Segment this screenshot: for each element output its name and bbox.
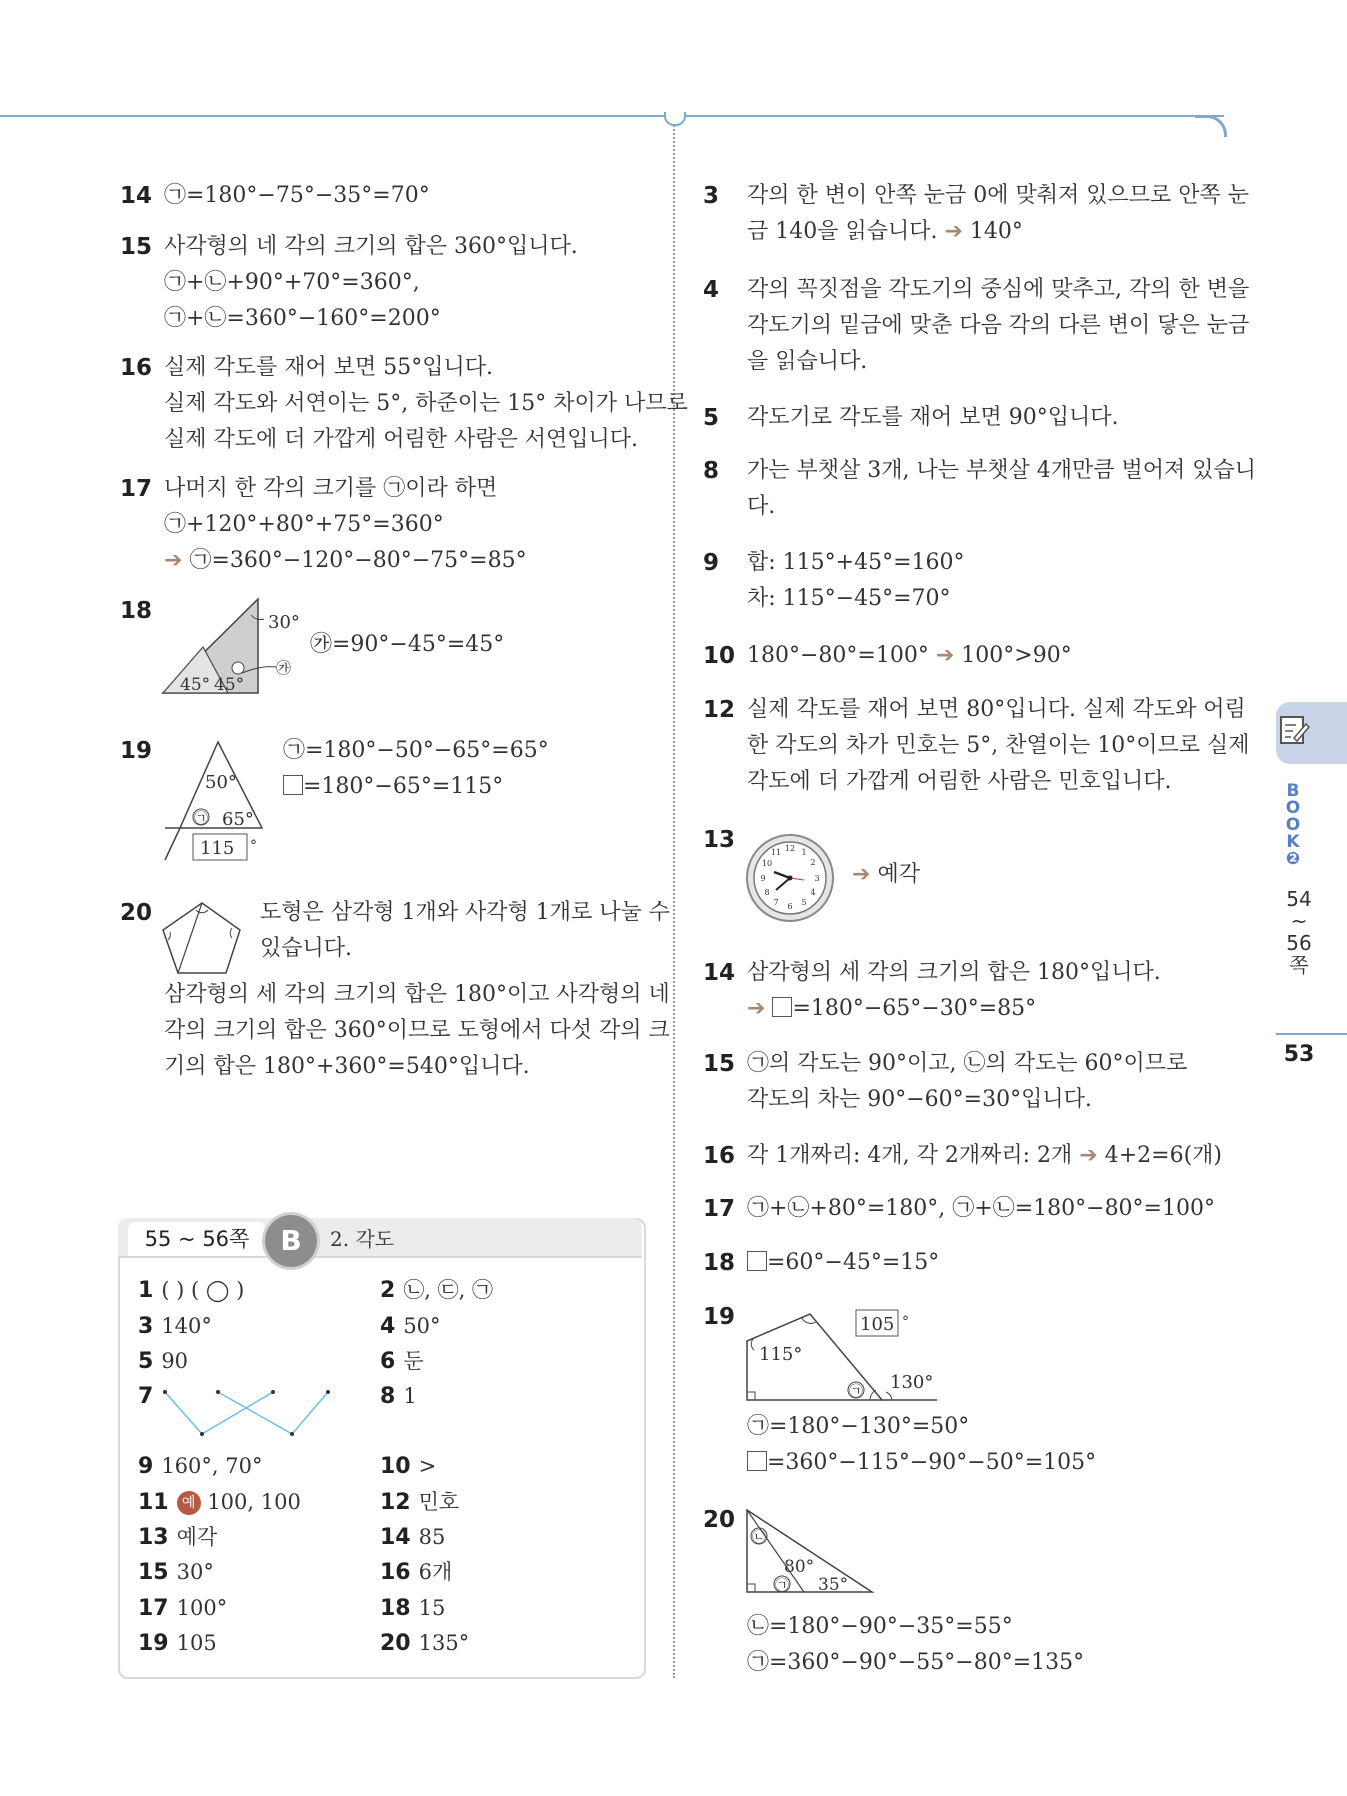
line: ㉠+120°+80°+75°=360° xyxy=(164,512,444,537)
right-q16 xyxy=(703,1138,1223,1174)
question-number: 3 xyxy=(703,183,720,209)
right-triangle-figure xyxy=(742,1506,877,1596)
line: ㉠=180°−75°−35°=70° xyxy=(164,183,430,208)
left-q14 xyxy=(120,178,430,214)
right-q15 xyxy=(703,1046,1188,1118)
line: 각도에 더 가깝게 어림한 사람은 민호입니다. xyxy=(747,769,1172,794)
pages-tab: 55 ~ 56쪽 xyxy=(128,1222,266,1256)
question-number: 9 xyxy=(703,550,720,576)
triangle-ruler-figure xyxy=(158,595,308,697)
right-q17 xyxy=(703,1191,1215,1227)
line: 각의 한 변이 안쪽 눈금 0에 맞춰져 있으므로 안쪽 눈 xyxy=(747,183,1249,208)
question-number: 18 xyxy=(703,1250,736,1276)
svg-text:4: 4 xyxy=(810,888,816,897)
question-number: 15 xyxy=(703,1051,736,1077)
question-number: 19 xyxy=(120,738,153,764)
clock-icon xyxy=(744,832,836,924)
q20-text xyxy=(164,977,670,1085)
label-giyeok: ㉠ xyxy=(775,1578,789,1594)
line: ㉠+㉡=360°−160°=200° xyxy=(164,306,441,331)
notebook-pencil-icon xyxy=(1276,702,1347,764)
header-rule-corner xyxy=(1195,115,1227,137)
line: =360°−115°−90°−50°=105° xyxy=(767,1450,1097,1475)
line: 사각형의 네 각의 크기의 합은 360°입니다. xyxy=(164,234,578,259)
line: 차: 115°−45°=70° xyxy=(747,586,951,611)
right-q12 xyxy=(703,692,1250,800)
line: ㉠=180°−130°=50° xyxy=(747,1414,970,1439)
question-number: 4 xyxy=(703,277,720,303)
question-number: 12 xyxy=(703,697,736,723)
line: ㉠+㉡+80°=180°, ㉠+㉡=180°−80°=100° xyxy=(747,1196,1215,1221)
answer-13: 13 예각 xyxy=(138,1525,218,1550)
question-number: 18 xyxy=(120,598,153,624)
result: 100°>90° xyxy=(961,643,1072,668)
question-number: 14 xyxy=(120,183,153,209)
blank-box-icon xyxy=(747,1251,767,1271)
label-deg: ° xyxy=(902,1314,909,1330)
label-50: 50° xyxy=(205,772,237,793)
q20-right-equations xyxy=(747,1609,1084,1681)
svg-text:11: 11 xyxy=(770,848,782,857)
answer-2: 2 ㉡, ㉢, ㉠ xyxy=(380,1278,494,1303)
line: 각의 꼭짓점을 각도기의 중심에 맞추고, 각의 한 변을 xyxy=(747,277,1250,302)
svg-text:9: 9 xyxy=(760,874,766,883)
q13-answer xyxy=(852,857,920,893)
question-number: 20 xyxy=(120,900,153,926)
arrow-icon: ➔ xyxy=(935,643,955,668)
line: 각도기로 각도를 재어 보면 90°입니다. xyxy=(747,405,1119,430)
line: 실제 각도에 더 가깝게 어림한 사람은 서연입니다. xyxy=(164,427,638,452)
answer-7-matching-lines xyxy=(160,1384,335,1440)
question-number: 8 xyxy=(703,458,720,484)
line: ㉮=90°−45°=45° xyxy=(310,632,505,657)
line: =60°−45°=15° xyxy=(767,1250,940,1275)
line: 실제 각도를 재어 보면 80°입니다. 실제 각도와 어림 xyxy=(747,697,1246,722)
label-deg: ° xyxy=(250,838,257,854)
label-115: 115 xyxy=(200,838,235,859)
side-tab xyxy=(1276,702,1347,764)
line: 각의 크기의 합은 360°이므로 도형에서 다섯 각의 크 xyxy=(164,1018,670,1043)
left-q15 xyxy=(120,229,578,337)
question-number: 13 xyxy=(703,827,736,853)
question-number: 20 xyxy=(703,1507,736,1533)
answer-17: 17 100° xyxy=(138,1596,228,1621)
svg-text:10: 10 xyxy=(761,859,773,868)
page-number: 53 xyxy=(1283,1042,1315,1067)
arrow-icon: ➔ xyxy=(852,862,871,887)
line: 합: 115°+45°=160° xyxy=(747,550,965,575)
question-number: 14 xyxy=(703,960,736,986)
question-number: 5 xyxy=(703,405,720,431)
answer-11: 11 예 100, 100 xyxy=(138,1490,301,1515)
line: 기의 합은 180°+360°=540°입니다. xyxy=(164,1054,530,1079)
line: 실제 각도와 서연이는 5°, 하준이는 15° 차이가 나므로 xyxy=(164,391,688,416)
label-45-a: 45° xyxy=(180,675,211,695)
label-45-b: 45° xyxy=(214,675,245,695)
question-number: 17 xyxy=(703,1196,736,1222)
label-giyeok: ㉠ xyxy=(194,811,208,827)
pentagon-figure xyxy=(160,900,245,976)
divider-notch xyxy=(664,112,686,126)
q19-equations xyxy=(283,733,549,805)
label-35: 35° xyxy=(818,1575,849,1595)
blank-box-icon xyxy=(772,997,792,1017)
answer-5: 5 90 xyxy=(138,1349,189,1374)
result: 4+2=6(개) xyxy=(1104,1143,1223,1168)
question-number: 16 xyxy=(120,355,153,381)
svg-text:2: 2 xyxy=(810,858,816,867)
answer-14: 14 85 xyxy=(380,1525,446,1550)
line: 삼각형의 세 각의 크기의 합은 180°입니다. xyxy=(747,960,1161,985)
line: 을 읽습니다. xyxy=(747,349,868,374)
line: 다. xyxy=(747,494,776,519)
answer-9: 9 160°, 70° xyxy=(138,1454,263,1479)
line: 각도기의 밑금에 맞춘 다음 각의 다른 변이 닿은 눈금 xyxy=(747,313,1250,338)
arrow-icon: ➔ xyxy=(1079,1143,1098,1168)
answer-18: 18 15 xyxy=(380,1596,446,1621)
answer-16: 16 6개 xyxy=(380,1560,453,1585)
answer-7: 7 xyxy=(138,1384,154,1409)
line: ㉠=180°−50°−65°=65° xyxy=(283,738,549,763)
result: 예각 xyxy=(877,862,920,887)
question-number: 16 xyxy=(703,1143,736,1169)
label-65: 65° xyxy=(222,809,254,830)
result: =180°−65°−30°=85° xyxy=(792,996,1037,1021)
right-q8 xyxy=(703,453,1256,525)
line: ㉠의 각도는 90°이고, ㉡의 각도는 60°이므로 xyxy=(747,1051,1188,1076)
side-rule xyxy=(1276,1033,1347,1035)
arrow-icon: ➔ xyxy=(164,548,183,573)
line: ㉠+㉡+90°+70°=360°, xyxy=(164,270,420,295)
line: 각도의 차는 90°−60°=30°입니다. xyxy=(747,1087,1092,1112)
section-b-badge: B xyxy=(265,1215,317,1267)
svg-text:7: 7 xyxy=(773,898,779,907)
line: ㉠=360°−90°−55°−80°=135° xyxy=(747,1650,1085,1675)
svg-text:6: 6 xyxy=(787,902,793,911)
answer-15: 15 30° xyxy=(138,1560,214,1585)
answer-12: 12 민호 xyxy=(380,1490,460,1515)
label-115: 115° xyxy=(759,1344,803,1365)
answer-20: 20 135° xyxy=(380,1631,470,1656)
answer-8: 8 1 xyxy=(380,1384,417,1409)
answer-6: 6 둔 xyxy=(380,1349,424,1374)
line: 도형은 삼각형 1개와 사각형 1개로 나눌 수 xyxy=(260,900,670,925)
q20-side-text xyxy=(260,895,670,967)
line: 삼각형의 세 각의 크기의 합은 180°이고 사각형의 네 xyxy=(164,982,670,1007)
label-ga: ㉮ xyxy=(276,659,292,677)
label-130: 130° xyxy=(890,1372,934,1393)
blank-box-icon xyxy=(747,1451,767,1471)
header-rule xyxy=(0,115,1224,117)
label-105: 105 xyxy=(860,1314,895,1335)
right-q18 xyxy=(703,1245,940,1281)
answer-4: 4 50° xyxy=(380,1314,441,1339)
line: 한 각도의 차가 민호는 5°, 찬열이는 10°이므로 실제 xyxy=(747,733,1250,758)
left-q16 xyxy=(120,350,688,458)
question-number: 10 xyxy=(703,643,736,669)
svg-text:12: 12 xyxy=(784,844,796,853)
line: 180°−80°=100° xyxy=(747,643,929,668)
svg-text:5: 5 xyxy=(801,898,807,907)
line: 있습니다. xyxy=(260,936,353,961)
line: 나머지 한 각의 크기를 ㉠이라 하면 xyxy=(164,476,498,501)
result: ㉠=360°−120°−80°−75°=85° xyxy=(189,548,527,573)
quadrilateral-figure xyxy=(742,1306,942,1406)
right-q4 xyxy=(703,272,1250,380)
svg-text:3: 3 xyxy=(814,874,820,883)
arrow-icon: ➔ xyxy=(944,219,963,244)
answer-1: 1 ( ) ( ◯ ) xyxy=(138,1278,245,1303)
label-80: 80° xyxy=(784,1557,815,1577)
q19-right-equations xyxy=(747,1409,1096,1481)
line: 가는 부챗살 3개, 나는 부챗살 4개만큼 벌어져 있습니 xyxy=(747,458,1256,483)
chapter-title: 2. 각도 xyxy=(330,1227,395,1251)
right-q14 xyxy=(703,955,1161,1027)
q18-equation xyxy=(310,627,504,663)
line: 각 1개짜리: 4개, 각 2개짜리: 2개 xyxy=(747,1143,1073,1168)
result: 140° xyxy=(969,219,1023,244)
arrow-icon: ➔ xyxy=(747,996,766,1021)
answer-10: 10 > xyxy=(380,1454,437,1479)
left-q17 xyxy=(120,471,527,579)
triangle-figure xyxy=(160,738,280,868)
right-q5 xyxy=(703,400,1119,436)
question-number: 19 xyxy=(703,1304,736,1330)
question-number: 15 xyxy=(120,234,153,260)
right-q10 xyxy=(703,638,1072,674)
svg-text:1: 1 xyxy=(801,848,807,857)
answer-19: 19 105 xyxy=(138,1631,217,1656)
answer-3: 3 140° xyxy=(138,1314,212,1339)
line: =180°−65°=115° xyxy=(303,774,504,799)
label-30: 30° xyxy=(268,612,300,633)
line: 실제 각도를 재어 보면 55°입니다. xyxy=(164,355,493,380)
line: 금 140을 읽습니다. xyxy=(747,219,938,244)
svg-text:8: 8 xyxy=(764,888,770,897)
right-q3 xyxy=(703,178,1249,250)
example-badge: 예 xyxy=(177,1491,201,1515)
blank-box-icon xyxy=(283,775,303,795)
right-q9 xyxy=(703,545,965,617)
label-giyeok: ㉠ xyxy=(849,1384,863,1400)
side-page-range: 54 ~ 56 쪽 xyxy=(1286,887,1312,977)
book-label: B O O K ❷ xyxy=(1285,781,1301,869)
label-nieun: ㉡ xyxy=(752,1530,766,1546)
question-number: 17 xyxy=(120,476,153,502)
line: ㉡=180°−90°−35°=55° xyxy=(747,1614,1013,1639)
